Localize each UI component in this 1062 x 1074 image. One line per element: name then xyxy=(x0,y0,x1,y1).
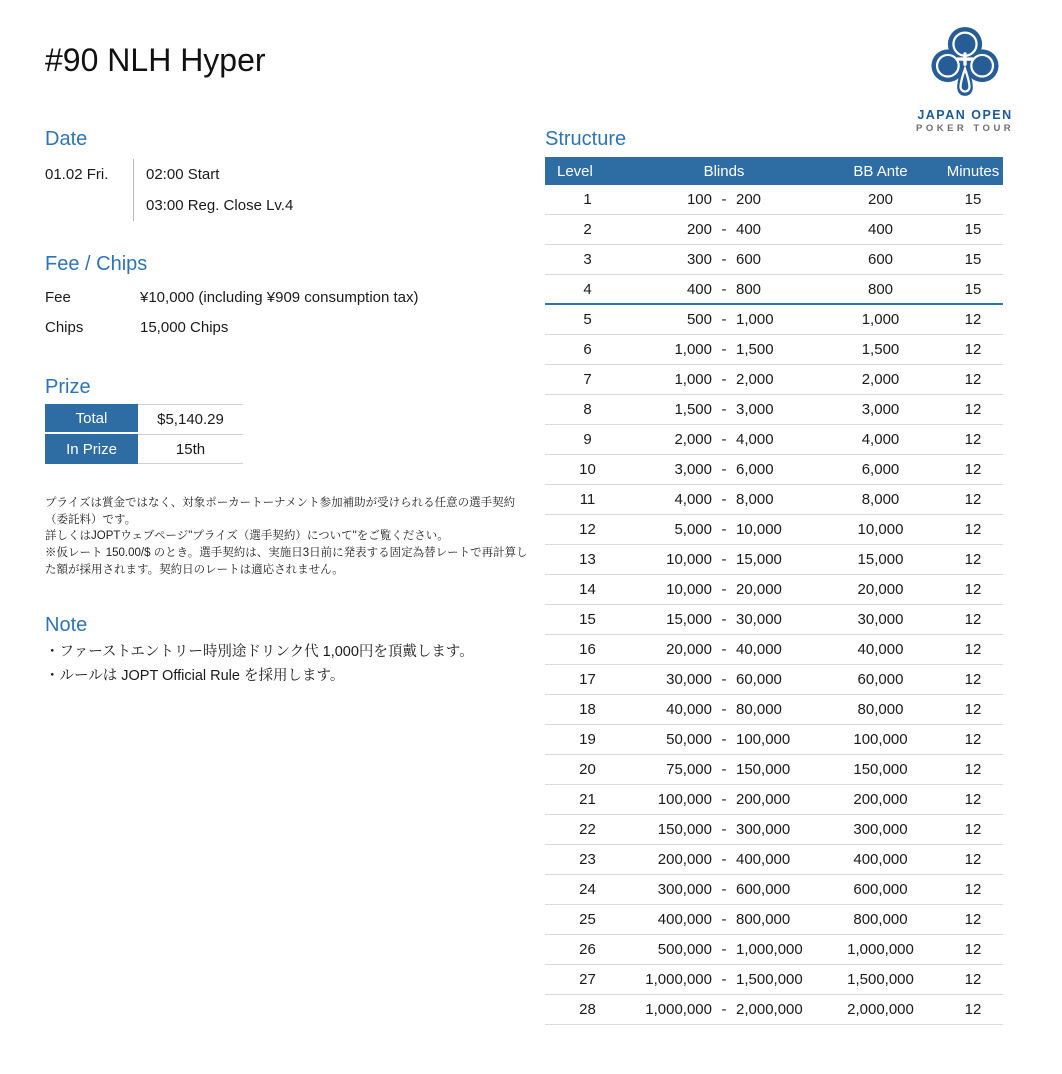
level-cell: 7 xyxy=(583,371,592,388)
big-blind-value: 400 xyxy=(736,221,762,238)
structure-row xyxy=(545,935,1003,965)
level-cell: 3 xyxy=(583,251,592,268)
bb-ante-cell: 800 xyxy=(867,280,894,298)
structure-row xyxy=(545,365,1003,395)
blinds-cell xyxy=(630,551,818,568)
bb-ante-cell: 3,000 xyxy=(861,401,900,418)
blinds-dash: - xyxy=(721,791,727,808)
level-cell: 6 xyxy=(583,341,592,358)
bb-ante-cell: 600,000 xyxy=(853,881,908,898)
blinds-cell xyxy=(630,281,818,298)
note-item: ・ルールは JOPT Official Rule を採用します。 xyxy=(45,668,345,685)
bb-ante-cell: 20,000 xyxy=(857,581,904,598)
bb-ante-cell: 30,000 xyxy=(857,611,904,628)
small-blind-value: 20,000 xyxy=(666,641,712,658)
level-cell: 21 xyxy=(579,791,596,808)
level-cell: 26 xyxy=(579,941,596,958)
bb-ante-cell: 15,000 xyxy=(857,551,904,568)
level-cell: 5 xyxy=(583,311,592,328)
bb-ante-cell: 2,000,000 xyxy=(847,1001,914,1018)
note-item: ・ファーストエントリー時別途ドリンク代 1,000円を頂戴します。 xyxy=(45,644,474,661)
structure-row xyxy=(545,635,1003,665)
big-blind-value: 400,000 xyxy=(736,851,791,868)
level-cell: 9 xyxy=(583,431,592,448)
bb-ante-cell: 400 xyxy=(867,221,894,238)
small-blind-value: 75,000 xyxy=(666,761,712,778)
minutes-cell: 12 xyxy=(964,641,982,658)
small-blind-value: 3,000 xyxy=(674,461,712,478)
bb-ante-cell: 200,000 xyxy=(853,791,908,808)
blinds-dash: - xyxy=(721,461,727,478)
structure-row xyxy=(545,665,1003,695)
date-time-start: 02:00 Start xyxy=(146,166,220,183)
small-blind-value: 15,000 xyxy=(666,611,712,628)
blinds-cell xyxy=(630,1001,818,1018)
minutes-cell: 12 xyxy=(964,731,982,748)
bb-ante-cell: 8,000 xyxy=(861,491,900,508)
bb-ante-cell: 1,500,000 xyxy=(847,971,914,988)
blinds-dash: - xyxy=(721,1001,727,1018)
blinds-dash: - xyxy=(721,731,727,748)
col-bbante-header: BB Ante xyxy=(853,162,908,180)
small-blind-value: 5,000 xyxy=(674,521,712,538)
prize-total-row xyxy=(45,404,243,434)
small-blind-value: 1,000,000 xyxy=(645,971,712,988)
big-blind-value: 1,000 xyxy=(736,311,774,328)
minutes-cell: 15 xyxy=(964,221,982,238)
date-heading: Date xyxy=(45,128,88,150)
big-blind-value: 6,000 xyxy=(736,461,774,478)
structure-row xyxy=(545,425,1003,455)
date-section xyxy=(45,128,537,221)
level-cell: 18 xyxy=(579,701,596,718)
bb-ante-cell: 200 xyxy=(867,191,894,208)
small-blind-value: 300 xyxy=(686,251,712,268)
structure-row xyxy=(545,875,1003,905)
blinds-dash: - xyxy=(721,341,727,358)
prize-total-label: Total xyxy=(45,404,138,434)
bb-ante-cell: 80,000 xyxy=(857,701,904,718)
minutes-cell: 12 xyxy=(964,581,982,598)
big-blind-value: 150,000 xyxy=(736,761,791,778)
bb-ante-cell: 1,000,000 xyxy=(847,941,914,958)
small-blind-value: 200,000 xyxy=(657,851,712,868)
level-cell: 25 xyxy=(579,911,596,928)
structure-row xyxy=(545,905,1003,935)
bb-ante-cell: 600 xyxy=(867,251,894,268)
structure-row xyxy=(545,335,1003,365)
col-blinds-header: Blinds xyxy=(703,162,745,180)
big-blind-value: 60,000 xyxy=(736,671,782,688)
level-cell: 19 xyxy=(579,731,596,748)
col-level-header: Level xyxy=(557,162,593,180)
structure-row xyxy=(545,395,1003,425)
blinds-dash: - xyxy=(721,701,727,718)
blinds-cell xyxy=(630,251,818,268)
big-blind-value: 40,000 xyxy=(736,641,782,658)
blinds-cell xyxy=(630,461,818,478)
small-blind-value: 100,000 xyxy=(657,791,712,808)
big-blind-value: 100,000 xyxy=(736,731,791,748)
small-blind-value: 40,000 xyxy=(666,701,712,718)
level-cell: 2 xyxy=(583,221,592,238)
chips-value: 15,000 Chips xyxy=(140,319,229,336)
blinds-dash: - xyxy=(721,371,727,388)
structure-row xyxy=(545,575,1003,605)
level-cell: 11 xyxy=(579,491,596,508)
minutes-cell: 12 xyxy=(964,821,982,838)
minutes-cell: 12 xyxy=(964,911,982,928)
small-blind-value: 30,000 xyxy=(666,671,712,688)
structure-header-row xyxy=(545,157,1003,185)
structure-row xyxy=(545,275,1003,305)
structure-row xyxy=(545,845,1003,875)
big-blind-value: 300,000 xyxy=(736,821,791,838)
minutes-cell: 12 xyxy=(964,851,982,868)
fee-chips-heading: Fee / Chips xyxy=(45,253,148,275)
small-blind-value: 1,000 xyxy=(674,371,712,388)
blinds-dash: - xyxy=(721,971,727,988)
jopt-logo xyxy=(916,24,1014,134)
blinds-cell xyxy=(630,791,818,808)
structure-row xyxy=(545,485,1003,515)
minutes-cell: 12 xyxy=(964,551,982,568)
prize-disclaimer xyxy=(45,495,537,578)
level-cell: 24 xyxy=(579,881,596,898)
structure-row xyxy=(545,245,1003,275)
blinds-cell xyxy=(630,851,818,868)
date-time-reg-close: 03:00 Reg. Close Lv.4 xyxy=(146,197,294,214)
big-blind-value: 200 xyxy=(736,191,762,208)
blinds-dash: - xyxy=(721,671,727,688)
minutes-cell: 12 xyxy=(964,1001,982,1018)
structure-row xyxy=(545,185,1003,215)
bb-ante-cell: 1,500 xyxy=(861,341,900,358)
level-cell: 16 xyxy=(579,641,596,658)
chips-label: Chips xyxy=(45,319,84,336)
blinds-cell xyxy=(630,581,818,598)
blinds-cell xyxy=(630,521,818,538)
structure-row xyxy=(545,755,1003,785)
bb-ante-cell: 100,000 xyxy=(853,731,908,748)
minutes-cell: 12 xyxy=(964,611,982,628)
level-cell: 1 xyxy=(583,191,592,208)
small-blind-value: 500 xyxy=(686,311,712,328)
blinds-dash: - xyxy=(721,551,727,568)
disclaimer-paragraph: プライズは賞金ではなく、対象ポーカートーナメント参加補助が受けられる任意の選手契約（委託料）です。 xyxy=(45,497,516,526)
fee-row xyxy=(45,289,537,306)
structure-row xyxy=(545,515,1003,545)
col-minutes-header: Minutes xyxy=(946,162,1000,180)
big-blind-value: 600 xyxy=(736,251,762,268)
big-blind-value: 20,000 xyxy=(736,581,782,598)
big-blind-value: 200,000 xyxy=(736,791,791,808)
blinds-cell xyxy=(630,341,818,358)
blinds-cell xyxy=(630,311,818,328)
blinds-dash: - xyxy=(721,641,727,658)
bb-ante-cell: 2,000 xyxy=(861,371,900,388)
blinds-cell xyxy=(630,941,818,958)
big-blind-value: 2,000,000 xyxy=(736,1001,803,1018)
left-column xyxy=(45,128,537,686)
level-cell: 17 xyxy=(579,671,596,688)
blinds-dash: - xyxy=(721,221,727,238)
small-blind-value: 4,000 xyxy=(674,491,712,508)
big-blind-value: 1,500 xyxy=(736,341,774,358)
blinds-cell xyxy=(630,881,818,898)
structure-row xyxy=(545,965,1003,995)
small-blind-value: 400,000 xyxy=(657,911,712,928)
disclaimer-paragraph: ※仮レート 150.00/$ のとき。選手契約は、実施日3日前に発表する固定為替レートで再計算した額が採用されます。契約日のレートは適応されません。 xyxy=(45,547,528,576)
minutes-cell: 15 xyxy=(964,251,982,268)
blinds-cell xyxy=(630,761,818,778)
big-blind-value: 1,000,000 xyxy=(736,941,803,958)
blinds-dash: - xyxy=(721,911,727,928)
fee-label: Fee xyxy=(45,289,71,306)
level-cell: 13 xyxy=(579,551,596,568)
bb-ante-cell: 6,000 xyxy=(861,461,900,478)
level-cell: 22 xyxy=(579,821,596,838)
date-times xyxy=(133,159,293,221)
disclaimer-paragraph: 詳しくはJOPTウェブページ"プライズ（選手契約）について"をご覧ください。 xyxy=(45,530,449,543)
bb-ante-cell: 1,000 xyxy=(861,311,900,328)
level-cell: 15 xyxy=(579,611,596,628)
fee-chips-section xyxy=(45,253,537,336)
structure-section xyxy=(545,128,1003,1025)
date-row xyxy=(45,159,537,221)
blinds-dash: - xyxy=(721,611,727,628)
fee-value: ¥10,000 (including ¥909 consumption tax) xyxy=(140,289,419,306)
prize-heading: Prize xyxy=(45,376,91,398)
big-blind-value: 1,500,000 xyxy=(736,971,803,988)
prize-inprize-label: In Prize xyxy=(45,434,138,464)
big-blind-value: 8,000 xyxy=(736,491,774,508)
blinds-cell xyxy=(630,821,818,838)
chips-row xyxy=(45,319,537,336)
blinds-dash: - xyxy=(721,851,727,868)
blinds-cell xyxy=(630,701,818,718)
blinds-dash: - xyxy=(721,491,727,508)
minutes-cell: 12 xyxy=(964,761,982,778)
blinds-cell xyxy=(630,611,818,628)
structure-row xyxy=(545,785,1003,815)
minutes-cell: 12 xyxy=(964,701,982,718)
big-blind-value: 2,000 xyxy=(736,371,774,388)
bb-ante-cell: 400,000 xyxy=(853,851,908,868)
minutes-cell: 12 xyxy=(964,521,982,538)
prize-total-value: $5,140.29 xyxy=(138,404,243,434)
small-blind-value: 300,000 xyxy=(657,881,712,898)
level-cell: 23 xyxy=(579,851,596,868)
small-blind-value: 1,500 xyxy=(674,401,712,418)
blinds-dash: - xyxy=(721,821,727,838)
prize-inprize-value: 15th xyxy=(138,434,243,464)
minutes-cell: 12 xyxy=(964,431,982,448)
small-blind-value: 10,000 xyxy=(666,551,712,568)
level-cell: 27 xyxy=(579,971,596,988)
level-cell: 12 xyxy=(579,521,596,538)
blinds-cell xyxy=(630,431,818,448)
blinds-dash: - xyxy=(721,521,727,538)
page-title: #90 NLH Hyper xyxy=(45,42,266,78)
blinds-dash: - xyxy=(721,881,727,898)
blinds-dash: - xyxy=(721,431,727,448)
level-cell: 28 xyxy=(579,1001,596,1018)
minutes-cell: 15 xyxy=(964,191,982,208)
level-cell: 8 xyxy=(583,401,592,418)
level-cell: 4 xyxy=(583,280,592,298)
blinds-cell xyxy=(630,191,818,208)
minutes-cell: 12 xyxy=(964,461,982,478)
blinds-dash: - xyxy=(721,581,727,598)
structure-row xyxy=(545,695,1003,725)
prize-inprize-row xyxy=(45,434,243,464)
small-blind-value: 50,000 xyxy=(666,731,712,748)
blinds-cell xyxy=(630,491,818,508)
level-cell: 20 xyxy=(579,761,596,778)
small-blind-value: 100 xyxy=(686,191,712,208)
structure-table xyxy=(545,157,1003,1025)
blinds-dash: - xyxy=(721,251,727,268)
prize-section xyxy=(45,376,537,464)
structure-row xyxy=(545,215,1003,245)
structure-row xyxy=(545,815,1003,845)
logo-text-japan-open: JAPAN OPEN xyxy=(917,108,1013,122)
minutes-cell: 12 xyxy=(964,881,982,898)
blinds-cell xyxy=(630,401,818,418)
small-blind-value: 1,000,000 xyxy=(645,1001,712,1018)
blinds-cell xyxy=(630,671,818,688)
big-blind-value: 15,000 xyxy=(736,551,782,568)
blinds-cell xyxy=(630,221,818,238)
small-blind-value: 1,000 xyxy=(674,341,712,358)
small-blind-value: 500,000 xyxy=(657,941,712,958)
structure-row xyxy=(545,605,1003,635)
minutes-cell: 12 xyxy=(964,791,982,808)
blinds-dash: - xyxy=(721,191,727,208)
bb-ante-cell: 800,000 xyxy=(853,911,908,928)
big-blind-value: 30,000 xyxy=(736,611,782,628)
note-heading: Note xyxy=(45,614,88,637)
note-section xyxy=(45,614,537,685)
big-blind-value: 800 xyxy=(736,280,762,298)
minutes-cell: 12 xyxy=(964,341,982,358)
big-blind-value: 4,000 xyxy=(736,431,774,448)
structure-heading: Structure xyxy=(545,128,627,150)
blinds-dash: - xyxy=(721,761,727,778)
blinds-cell xyxy=(630,971,818,988)
club-icon xyxy=(927,24,1003,106)
small-blind-value: 400 xyxy=(686,280,712,298)
bb-ante-cell: 40,000 xyxy=(857,641,904,658)
logo-text-poker-tour: POKER TOUR xyxy=(916,123,1015,134)
blinds-dash: - xyxy=(721,280,727,298)
small-blind-value: 150,000 xyxy=(657,821,712,838)
blinds-dash: - xyxy=(721,941,727,958)
minutes-cell: 12 xyxy=(964,941,982,958)
minutes-cell: 12 xyxy=(964,671,982,688)
level-cell: 14 xyxy=(579,581,596,598)
small-blind-value: 10,000 xyxy=(666,581,712,598)
blinds-cell xyxy=(630,911,818,928)
minutes-cell: 12 xyxy=(964,971,982,988)
blinds-cell xyxy=(630,731,818,748)
big-blind-value: 3,000 xyxy=(736,401,774,418)
level-cell: 10 xyxy=(579,461,596,478)
big-blind-value: 80,000 xyxy=(736,701,782,718)
minutes-cell: 12 xyxy=(964,371,982,388)
blinds-dash: - xyxy=(721,401,727,418)
minutes-cell: 15 xyxy=(964,280,982,298)
structure-row xyxy=(545,545,1003,575)
blinds-cell xyxy=(630,371,818,388)
minutes-cell: 12 xyxy=(964,491,982,508)
minutes-cell: 12 xyxy=(964,311,982,328)
blinds-cell xyxy=(630,641,818,658)
structure-row xyxy=(545,305,1003,335)
minutes-cell: 12 xyxy=(964,401,982,418)
structure-row xyxy=(545,995,1003,1025)
bb-ante-cell: 10,000 xyxy=(857,521,904,538)
structure-row xyxy=(545,455,1003,485)
date-day: 01.02 Fri. xyxy=(45,166,109,183)
blinds-dash: - xyxy=(721,311,727,328)
structure-row xyxy=(545,725,1003,755)
big-blind-value: 600,000 xyxy=(736,881,791,898)
prize-table xyxy=(45,404,243,464)
big-blind-value: 800,000 xyxy=(736,911,791,928)
big-blind-value: 10,000 xyxy=(736,521,782,538)
bb-ante-cell: 60,000 xyxy=(857,671,904,688)
bb-ante-cell: 4,000 xyxy=(861,431,900,448)
bb-ante-cell: 300,000 xyxy=(853,821,908,838)
small-blind-value: 200 xyxy=(686,221,712,238)
bb-ante-cell: 150,000 xyxy=(853,761,908,778)
small-blind-value: 2,000 xyxy=(674,431,712,448)
